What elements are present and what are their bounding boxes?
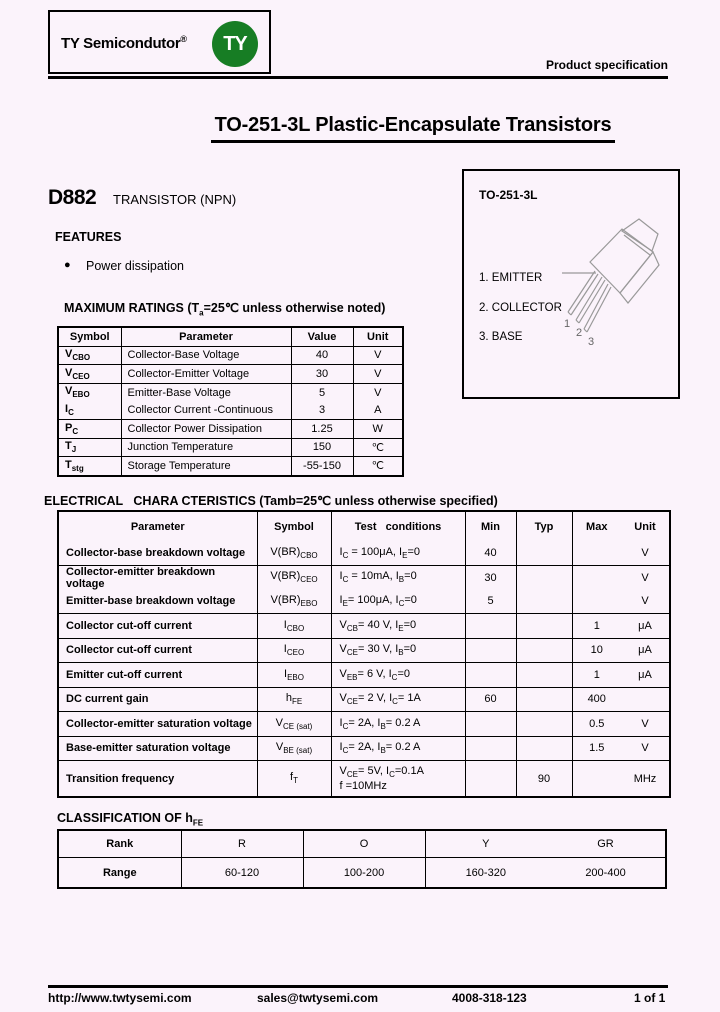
table-row: Collector-emitter saturation voltage $V_{CE (sat)}$ $I_C= 2A$, $I_B= 0.2$ A 0.5 V bbox=[58, 712, 670, 737]
footer-phone: 4008-318-123 bbox=[452, 991, 527, 1005]
table-header-row bbox=[58, 511, 670, 541]
brand-logo-icon: TY bbox=[212, 21, 258, 67]
table-row: DC current gain $h_{FE}$ $V_{CE}= 2$ V, $I_C= 1A$ 60 400 bbox=[58, 687, 670, 712]
col-symbol: Symbol bbox=[257, 511, 331, 541]
table-row: Transition frequency $f_T$ $V_{CE}= 5V$, $I_C=0.1A$ f =10MHz 90 MHz bbox=[58, 761, 670, 798]
pin-label-collector: 2. COLLECTOR bbox=[479, 302, 562, 314]
lead-number-2: 2 bbox=[576, 327, 583, 339]
page-title: TO-251-3L Plastic-Encapsulate Transistors bbox=[106, 114, 720, 137]
table-row: Emitter cut-off current $I_{EBO}$ $V_{EB}= 6$ V, $I_C=0$ 1 μA bbox=[58, 663, 670, 688]
brand-logo bbox=[48, 10, 271, 74]
table-row: Emitter-base breakdown voltage $V(BR)_{EBO}$ $I_E= 100\mu A$, $I_C=0$ 5 V bbox=[58, 590, 670, 614]
col-unit: Unit bbox=[353, 327, 403, 346]
footer-website: http://www.twtysemi.com bbox=[48, 991, 192, 1005]
table-row: Collector-emitter breakdown voltage $V(BR)_{CEO}$ $I_C = 10mA$, $I_B=0$ 30 V bbox=[58, 565, 670, 590]
electrical-heading: ELECTRICAL CHARA CTERISTICS (Tamb=25℃ unless otherwise specified) bbox=[44, 494, 498, 508]
col-value: Value bbox=[291, 327, 353, 346]
table-row: $V_{CEO}$ Collector-Emitter Voltage 30 V bbox=[58, 365, 403, 384]
lead-number-3: 3 bbox=[588, 336, 595, 348]
range-gr: 200-400 bbox=[546, 858, 666, 889]
max-ratings-heading: MAXIMUM RATINGS ($T_a=25℃$ unless otherwise noted) bbox=[64, 301, 386, 318]
rank-gr: GR bbox=[546, 830, 666, 858]
col-max: Max bbox=[572, 511, 621, 541]
header-rule bbox=[48, 76, 668, 79]
table-row: Collector cut-off current $I_{CEO}$ $V_{CE}= 30$ V, $I_B=0$ 10 μA bbox=[58, 638, 670, 663]
col-unit: Unit bbox=[621, 511, 670, 541]
max-ratings-table bbox=[57, 326, 404, 477]
package-name: TO-251-3L bbox=[479, 188, 538, 202]
table-row: $I_C$ Collector Current -Continuous 3 A bbox=[58, 401, 403, 419]
package-drawing bbox=[562, 205, 674, 363]
part-number: D882 bbox=[48, 186, 97, 209]
table-header-row bbox=[58, 830, 666, 858]
bullet-icon: ● bbox=[64, 259, 71, 271]
table-row: $V_{CBO}$ Collector-Base Voltage 40 V bbox=[58, 346, 403, 365]
range-y: 160-320 bbox=[425, 858, 546, 889]
footer-rule bbox=[48, 985, 668, 988]
classification-heading: CLASSIFICATION OF $h_{FE}$ bbox=[57, 811, 204, 828]
classification-table bbox=[57, 829, 667, 889]
pin-label-emitter: 1. EMITTER bbox=[479, 272, 543, 284]
range-o: 100-200 bbox=[303, 858, 425, 889]
electrical-table bbox=[57, 510, 671, 798]
col-typ: Typ bbox=[516, 511, 572, 541]
col-min: Min bbox=[465, 511, 516, 541]
table-header-row bbox=[58, 327, 403, 346]
test-conditions-line2: f =10MHz bbox=[339, 779, 387, 792]
table-row: $P_C$ Collector Power Dissipation 1.25 W bbox=[58, 419, 403, 438]
col-parameter: Parameter bbox=[121, 327, 291, 346]
table-row: $T_J$ Junction Temperature 150 ℃ bbox=[58, 438, 403, 457]
range-r: 60-120 bbox=[181, 858, 303, 889]
feature-item: Power dissipation bbox=[86, 259, 184, 273]
features-heading: FEATURES bbox=[55, 230, 122, 244]
part-type: TRANSISTOR (NPN) bbox=[113, 192, 237, 207]
rank-o: O bbox=[303, 830, 425, 858]
lead-number-1: 1 bbox=[564, 318, 571, 330]
pin-label-base: 3. BASE bbox=[479, 331, 523, 343]
rank-label: Rank bbox=[58, 830, 181, 858]
col-parameter: Parameter bbox=[58, 511, 257, 541]
rank-y: Y bbox=[425, 830, 546, 858]
col-symbol: Symbol bbox=[58, 327, 121, 346]
brand-name: TY Semicondutor® bbox=[61, 34, 187, 52]
package-outline-box bbox=[462, 169, 680, 399]
table-row: Collector cut-off current $I_{CBO}$ $V_{CB}= 40$ V, $I_E=0$ 1 μA bbox=[58, 614, 670, 639]
doc-type-label: Product specification bbox=[545, 58, 668, 72]
col-test-conditions: Test conditions bbox=[331, 511, 465, 541]
table-row: $T_{stg}$ Storage Temperature -55-150 ℃ bbox=[58, 457, 403, 476]
registered-mark: ® bbox=[180, 34, 187, 44]
table-row: Base-emitter saturation voltage $V_{BE (sat)}$ $I_C= 2A$, $I_B= 0.2$ A 1.5 V bbox=[58, 736, 670, 761]
footer-email: sales@twtysemi.com bbox=[257, 991, 379, 1005]
range-label: Range bbox=[58, 858, 181, 889]
table-row: $V_{EBO}$ Emitter-Base Voltage 5 V bbox=[58, 383, 403, 401]
footer-page-number: 1 of 1 bbox=[634, 991, 666, 1005]
table-row bbox=[58, 858, 666, 889]
table-row: Collector-base breakdown voltage $V(BR)_{CBO}$ $I_C = 100\mu A$, $I_E=0$ 40 V bbox=[58, 541, 670, 565]
rank-r: R bbox=[181, 830, 303, 858]
